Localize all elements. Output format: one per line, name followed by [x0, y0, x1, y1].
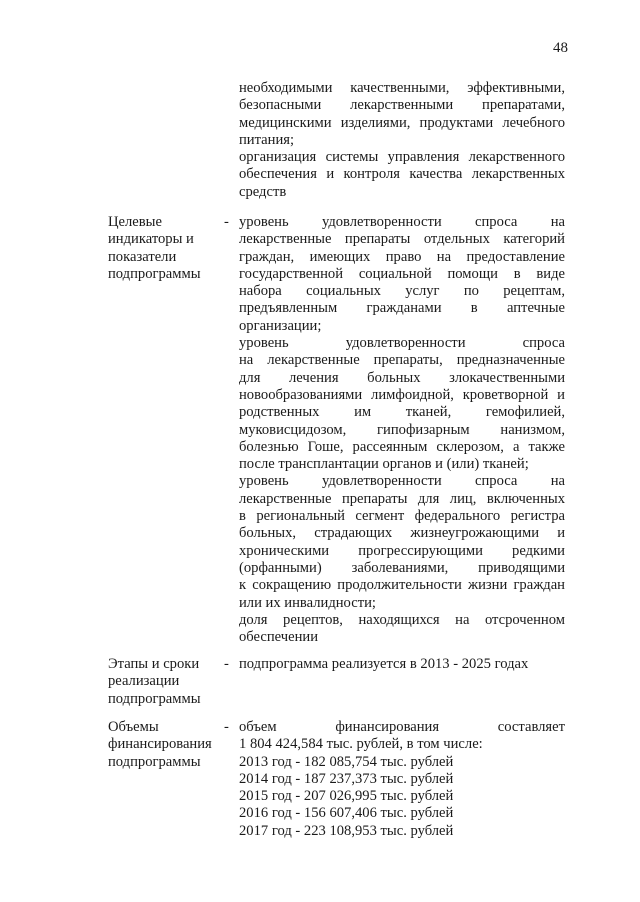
section-label: Целевые индикаторы и показатели подпрограммы: [108, 214, 201, 282]
text-line: организация системы управления лекарственного: [239, 149, 565, 166]
text-line: (орфанными) заболеваниями, приводящими: [239, 559, 565, 576]
dash: -: [224, 214, 229, 230]
text-line: 2016 год - 156 607,406 тыс. рублей: [239, 805, 454, 822]
continuation-block: [239, 80, 565, 201]
text-line: предъявленным гражданами в аптечные: [239, 300, 565, 317]
text-line: для лечения больных злокачественными: [239, 369, 565, 386]
text-line: 2013 год - 182 085,754 тыс. рублей: [239, 753, 454, 770]
text-line: набора социальных услуг по рецептам,: [239, 283, 565, 300]
text-line: питания;: [239, 131, 295, 148]
text-line: граждан, имеющих право на предоставление: [239, 248, 565, 265]
text-line: 2017 год - 223 108,953 тыс. рублей: [239, 822, 454, 839]
text-line: организации;: [239, 317, 322, 334]
dash: -: [224, 719, 229, 735]
text-line: 2015 год - 207 026,995 тыс. рублей: [239, 788, 454, 805]
text-line: подпрограмма реализуется в 2013 - 2025 годах: [239, 656, 529, 672]
text-line: медицинскими изделиями, продуктами лечебного: [239, 114, 565, 131]
text-line: новообразованиями лимфоидной, кроветворной и: [239, 386, 565, 403]
text-line: лекарственные препараты отдельных категорий: [239, 231, 565, 248]
text-line: хроническими прогрессирующими редкими: [239, 542, 565, 559]
section-content: [239, 719, 565, 840]
text-line: средств: [239, 183, 287, 200]
text-line: болезнью Гоше, рассеянным склерозом, а также: [239, 438, 565, 455]
text-line: доля рецептов, находящихся на отсроченном: [239, 611, 565, 628]
text-line: необходимыми качественными, эффективными,: [239, 80, 565, 96]
text-line: или их инвалидности;: [239, 594, 376, 611]
dash: -: [224, 656, 229, 672]
section-label: Этапы и сроки реализации подпрограммы: [108, 656, 201, 707]
text-line: к сокращению продолжительности жизни граждан: [239, 577, 565, 594]
text-line: обеспечения и контроля качества лекарственных: [239, 166, 565, 183]
text-line: безопасными лекарственными препаратами,: [239, 97, 565, 114]
text-line: 2014 год - 187 237,373 тыс. рублей: [239, 770, 454, 787]
text-line: уровень удовлетворенности спроса: [239, 335, 565, 352]
text-line: 1 804 424,584 тыс. рублей, в том числе:: [239, 736, 483, 753]
page-number: 48: [553, 40, 568, 56]
text-line: родственных им тканей, гемофилией,: [239, 404, 565, 421]
text-line: муковисцидозом, гипофизарным нанизмом,: [239, 421, 565, 438]
text-line: уровень удовлетворенности спроса на: [239, 214, 565, 230]
text-line: в региональный сегмент федерального регистра: [239, 508, 565, 525]
text-line: после трансплантации органов и (или) тканей;: [239, 456, 529, 473]
section-content: [239, 214, 565, 646]
text-line: лекарственные препараты для лиц, включенных: [239, 490, 565, 507]
text-line: государственной социальной помощи в виде: [239, 265, 565, 282]
section-label: Объемы финансирования подпрограммы: [108, 719, 212, 770]
text-line: больных, страдающих жизнеугрожающими и: [239, 525, 565, 542]
text-line: уровень удовлетворенности спроса на: [239, 473, 565, 490]
text-line: обеспечении: [239, 629, 319, 646]
text-line: на лекарственные препараты, предназначенные: [239, 352, 565, 369]
text-line: объем финансирования составляет: [239, 719, 565, 735]
section-content: [239, 656, 565, 673]
